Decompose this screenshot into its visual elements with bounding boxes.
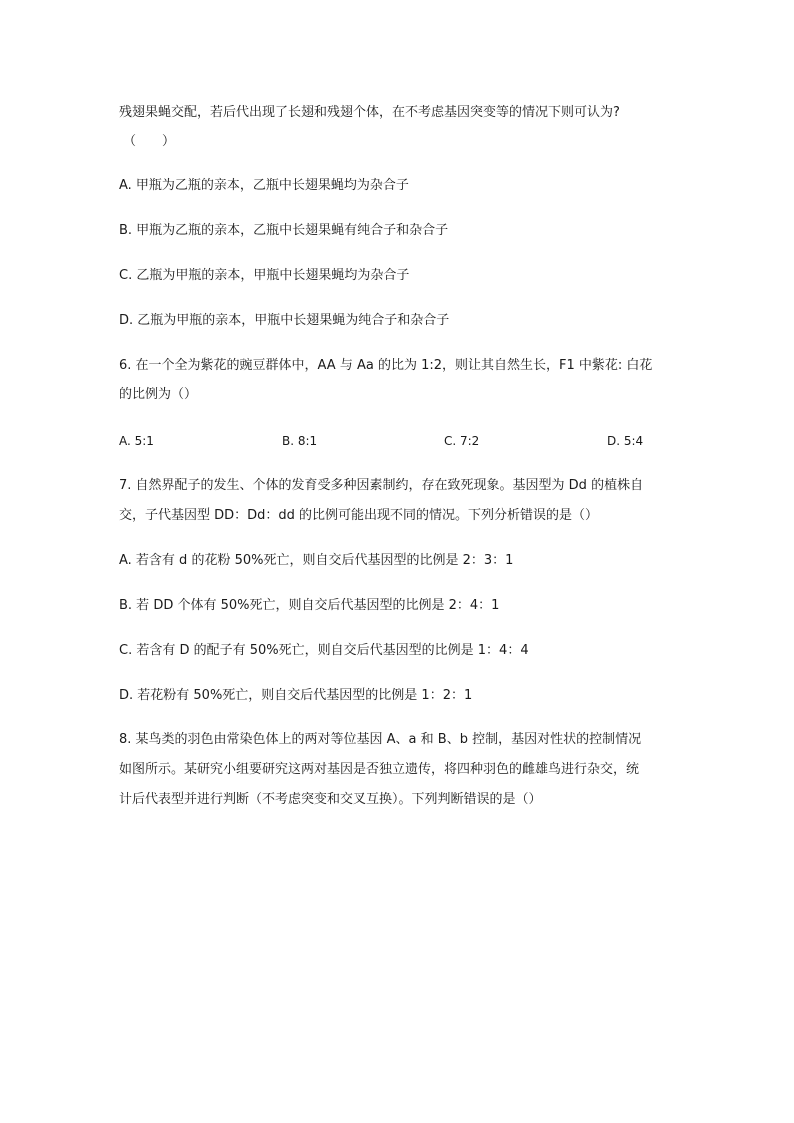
q7-stem-line-2: 交，子代基因型 DD：Dd：dd 的比例可能出现不同的情况。下列分析错误的是（） <box>119 508 599 523</box>
q5-option-d: D. 乙瓶为甲瓶的亲本，甲瓶中长翅果蝇为纯合子和杂合子 <box>119 313 450 328</box>
q6-option-d: D. 5:4 <box>607 434 644 448</box>
q6-option-c: C. 7:2 <box>444 434 480 448</box>
q5-answer-blank: （ ） <box>123 134 176 149</box>
q6-stem-line-1: 6. 在一个全为紫花的豌豆群体中，AA 与 Aa 的比为 1:2，则让其自然生长，F1 中紫花: 白花 <box>119 358 653 373</box>
q6-option-a: A. 5:1 <box>119 434 154 448</box>
q7-option-a: A. 若含有 d 的花粉 50%死亡，则自交后代基因型的比例是 2：3：1 <box>119 553 514 568</box>
q6-option-b: B. 8:1 <box>282 434 318 448</box>
q5-stem-line-1: 残翅果蝇交配，若后代出现了长翅和残翅个体，在不考虑基因突变等的情况下则可认为? <box>119 105 620 120</box>
q6-stem-line-2: 的比例为（） <box>119 387 198 402</box>
q8-stem-line-1: 8. 某鸟类的羽色由常染色体上的两对等位基因 A、a 和 B、b 控制，基因对性状的控制情况 <box>119 732 642 747</box>
q7-option-b: B. 若 DD 个体有 50%死亡，则自交后代基因型的比例是 2：4：1 <box>119 598 500 613</box>
q6-options-row <box>0 432 794 450</box>
q5-option-a: A. 甲瓶为乙瓶的亲本，乙瓶中长翅果蝇均为杂合子 <box>119 178 409 193</box>
q7-option-c: C. 若含有 D 的配子有 50%死亡，则自交后代基因型的比例是 1：4：4 <box>119 643 529 658</box>
q5-option-c: C. 乙瓶为甲瓶的亲本，甲瓶中长翅果蝇均为杂合子 <box>119 268 410 283</box>
q5-option-b: B. 甲瓶为乙瓶的亲本，乙瓶中长翅果蝇有纯合子和杂合子 <box>119 223 449 238</box>
q8-stem-line-3: 计后代表型并进行判断（不考虑突变和交叉互换）。下列判断错误的是（） <box>119 792 542 807</box>
q8-stem-line-2: 如图所示。某研究小组要研究这两对基因是否独立遗传，将四种羽色的雌雄鸟进行杂交，统 <box>119 762 640 777</box>
q7-stem-line-1: 7. 自然界配子的发生、个体的发育受多种因素制约，存在致死现象。基因型为 Dd 的植株自 <box>119 478 644 493</box>
q7-option-d: D. 若花粉有 50%死亡，则自交后代基因型的比例是 1：2：1 <box>119 688 473 703</box>
